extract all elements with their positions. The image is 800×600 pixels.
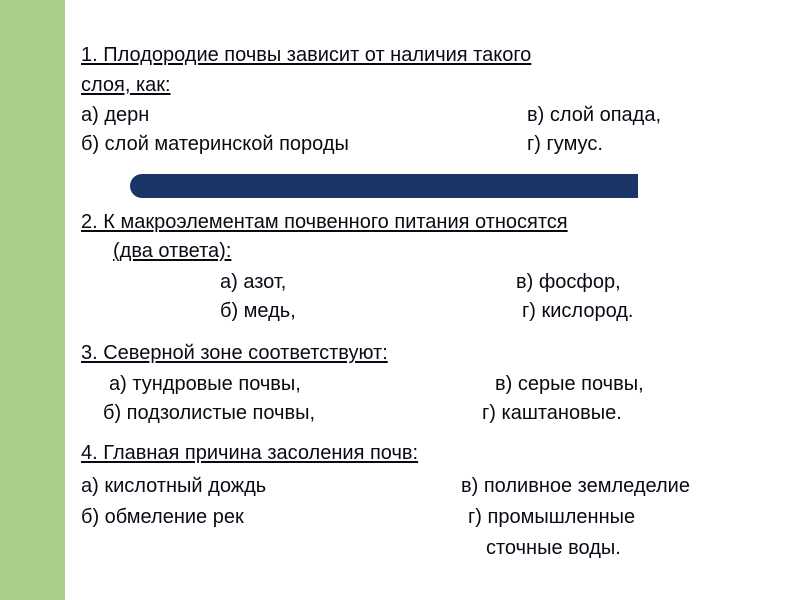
q1-option-a: а) дерн bbox=[81, 104, 150, 126]
q2-title-line2: (два ответа): bbox=[113, 240, 232, 262]
q3-option-c: в) серые почвы, bbox=[495, 373, 644, 395]
q1-title-line1: 1. Плодородие почвы зависит от наличия такого bbox=[81, 44, 532, 66]
q4-option-d-line1: г) промышленные bbox=[468, 506, 636, 528]
q2-title-line1: 2. К макроэлементам почвенного питания относятся bbox=[81, 211, 568, 233]
q1-option-c: в) слой опада, bbox=[527, 104, 662, 126]
q2-option-c: в) фосфор, bbox=[516, 271, 621, 293]
q3-title: 3. Северной зоне соответствуют: bbox=[81, 342, 388, 364]
q1-title-line2: слоя, как: bbox=[81, 74, 171, 96]
q1-option-d: г) гумус. bbox=[527, 133, 603, 155]
q4-title: 4. Главная причина засоления почв: bbox=[81, 442, 419, 464]
q3-option-b: б) подзолистые почвы, bbox=[103, 402, 316, 424]
q4-option-d-line2: сточные воды. bbox=[486, 537, 621, 559]
q4-option-c: в) поливное земледелие bbox=[461, 475, 690, 497]
q2-option-b: б) медь, bbox=[220, 300, 296, 322]
q2-option-a: а) азот, bbox=[220, 271, 287, 293]
q3-option-a: а) тундровые почвы, bbox=[109, 373, 301, 395]
divider-bar bbox=[150, 174, 638, 198]
q3-option-d: г) каштановые. bbox=[482, 402, 622, 424]
q2-option-d: г) кислород. bbox=[522, 300, 634, 322]
q1-option-b: б) слой материнской породы bbox=[81, 133, 349, 155]
q4-option-b: б) обмеление рек bbox=[81, 506, 244, 528]
q4-option-a: а) кислотный дождь bbox=[81, 475, 267, 497]
